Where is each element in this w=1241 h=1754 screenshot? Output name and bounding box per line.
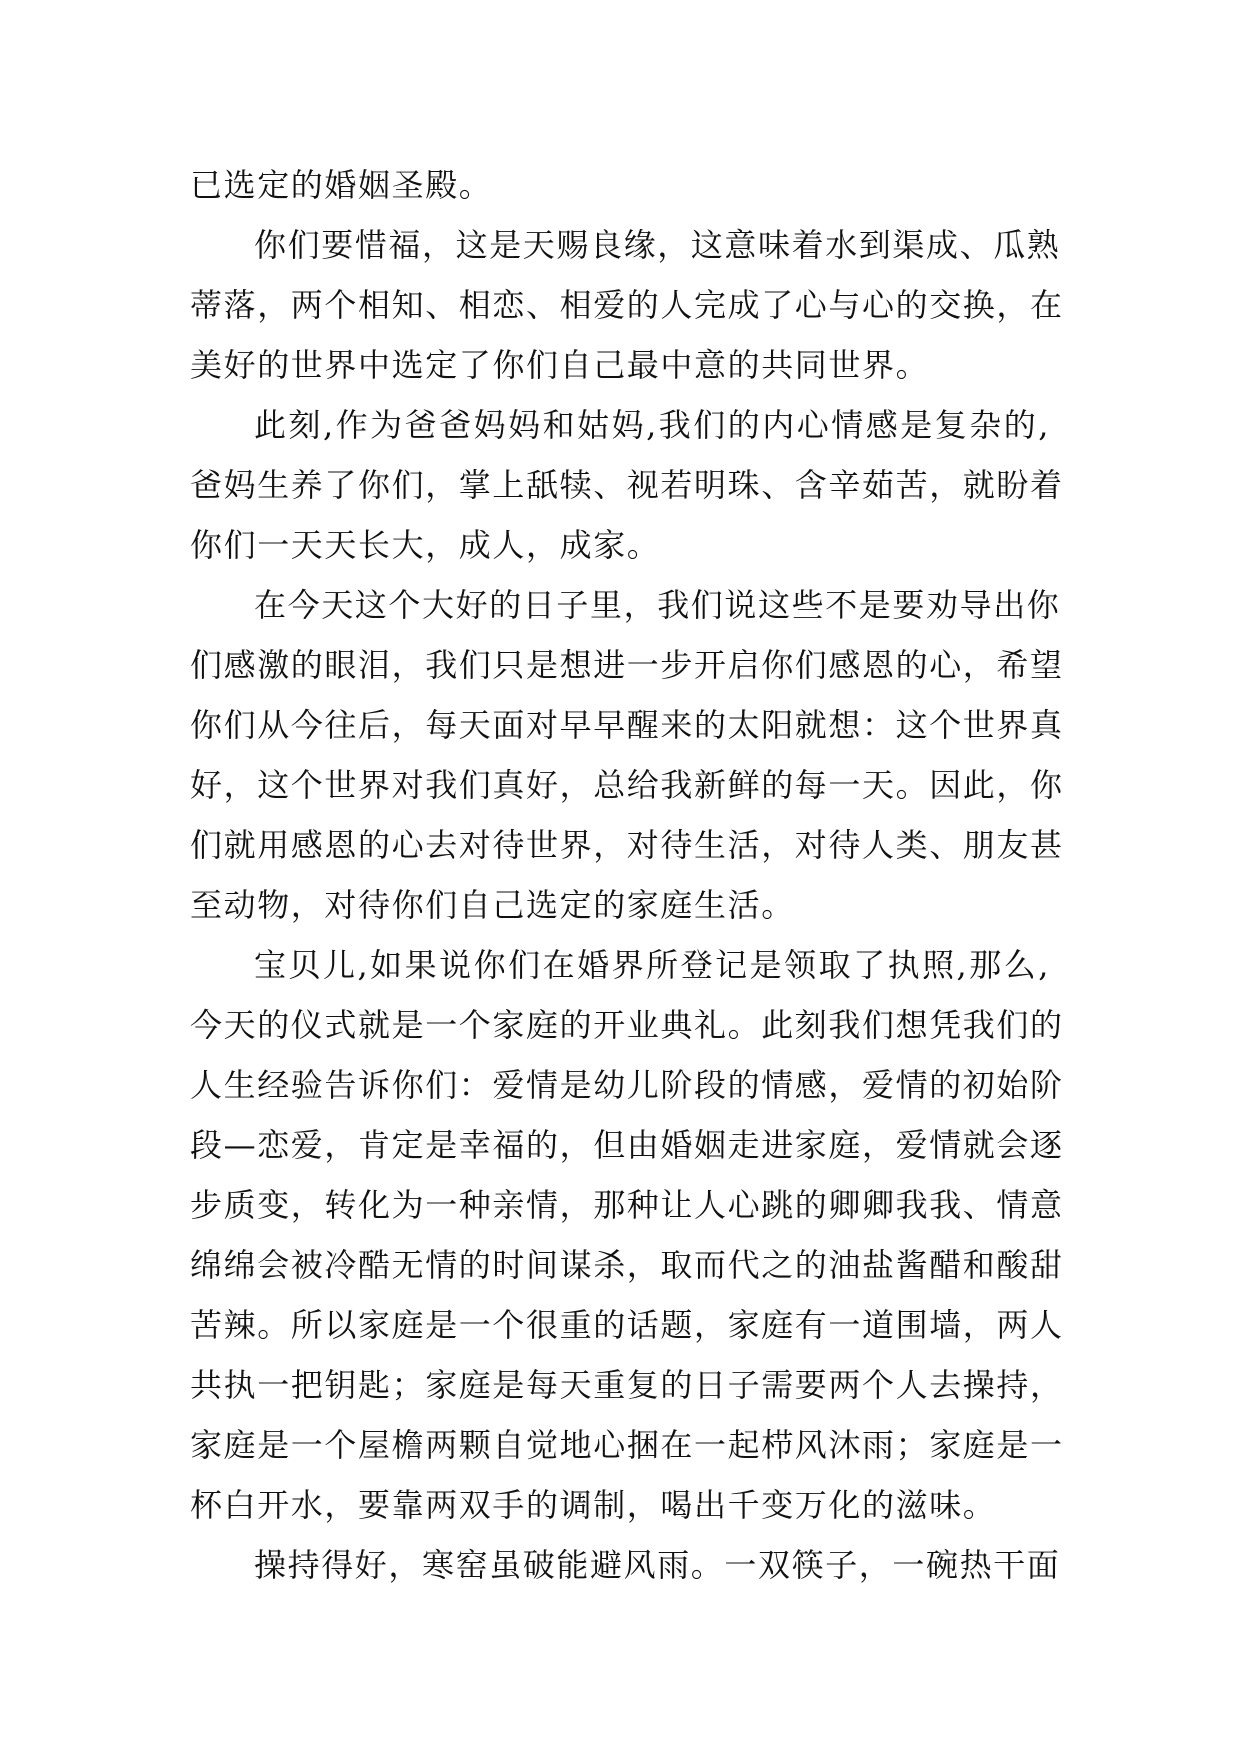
text-line: 共执一把钥匙；家庭是每天重复的日子需要两个人去操持， xyxy=(190,1366,1064,1404)
text-line: 们就用感恩的心去对待世界，对待生活，对待人类、朋友甚 xyxy=(190,826,1064,864)
text-line: 你们要惜福，这是天赐良缘，这意味着水到渠成、瓜熟 xyxy=(254,226,1061,264)
text-line: 们感激的眼泪，我们只是想进一步开启你们感恩的心，希望 xyxy=(190,646,1064,684)
text-line: 爸妈生养了你们，掌上舐犊、视若明珠、含辛茹苦，就盼着 xyxy=(190,466,1064,504)
text-line: 家庭是一个屋檐两颗自觉地心捆在一起栉风沐雨；家庭是一 xyxy=(190,1426,1064,1464)
body-text xyxy=(190,155,1064,1595)
text-line: 杯白开水，要靠两双手的调制，喝出千变万化的滋味。 xyxy=(190,1486,997,1524)
text-line: 在今天这个大好的日子里，我们说这些不是要劝导出你 xyxy=(254,586,1061,624)
text-line: 人生经验告诉你们：爱情是幼儿阶段的情感，爱情的初始阶 xyxy=(190,1066,1064,1104)
text-line: 操持得好，寒窑虽破能避风雨。一双筷子，一碗热干面 xyxy=(254,1546,1061,1584)
text-line: 宝贝儿,如果说你们在婚界所登记是领取了执照,那么, xyxy=(254,946,1050,984)
text-line: 至动物，对待你们自己选定的家庭生活。 xyxy=(190,886,795,924)
text-line: 已选定的婚姻圣殿。 xyxy=(190,166,493,204)
text-line: 好，这个世界对我们真好，总给我新鲜的每一天。因此，你 xyxy=(190,766,1064,804)
text-line: 蒂落，两个相知、相恋、相爱的人完成了心与心的交换，在 xyxy=(190,286,1064,324)
text-line: 你们一天天长大，成人，成家。 xyxy=(190,526,661,564)
text-line: 步质变，转化为一种亲情，那种让人心跳的卿卿我我、情意 xyxy=(190,1186,1064,1224)
text-line: 绵绵会被冷酷无情的时间谋杀，取而代之的油盐酱醋和酸甜 xyxy=(190,1246,1064,1284)
text-line: 今天的仪式就是一个家庭的开业典礼。此刻我们想凭我们的 xyxy=(190,1006,1064,1044)
text-line: 美好的世界中选定了你们自己最中意的共同世界。 xyxy=(190,346,930,384)
text-line: 你们从今往后，每天面对早早醒来的太阳就想：这个世界真 xyxy=(190,706,1064,744)
text-line: 段—恋爱，肯定是幸福的，但由婚姻走进家庭，爱情就会逐 xyxy=(190,1126,1064,1164)
text-line: 此刻,作为爸爸妈妈和姑妈,我们的内心情感是复杂的, xyxy=(254,406,1050,444)
text-line: 苦辣。所以家庭是一个很重的话题，家庭有一道围墙，两人 xyxy=(190,1306,1064,1344)
